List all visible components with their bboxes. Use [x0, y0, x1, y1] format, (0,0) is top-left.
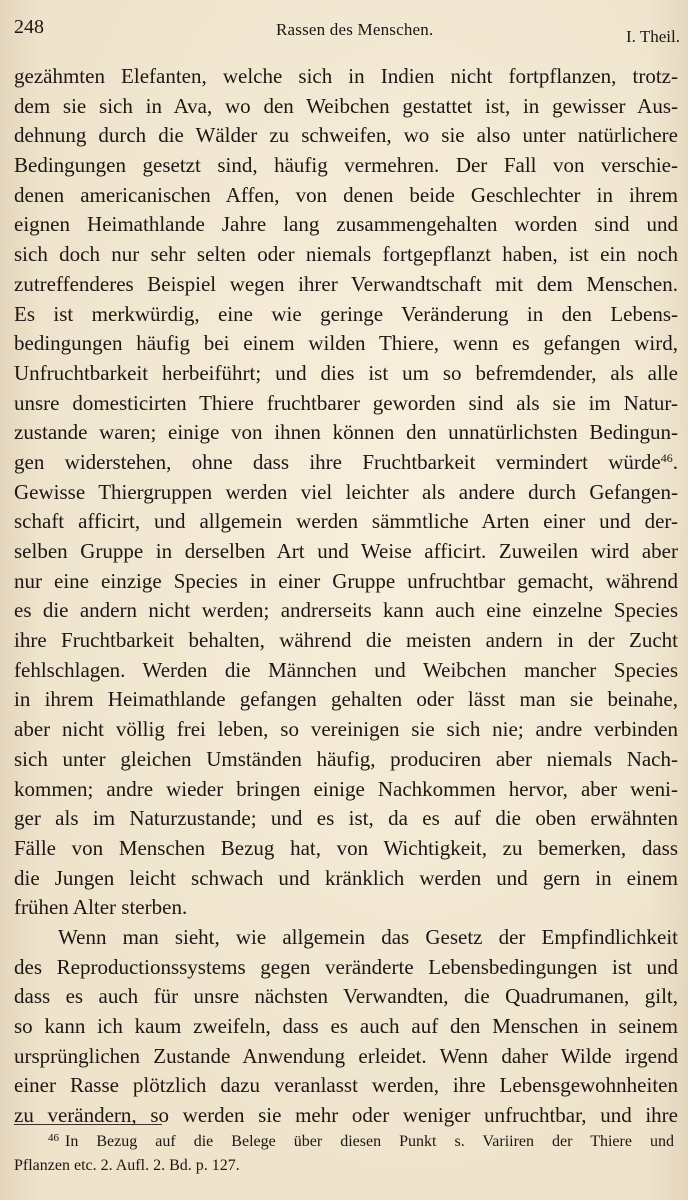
running-title: Rassen des Menschen.: [276, 20, 434, 39]
footnote: [14, 1130, 674, 1178]
text-line: unsre domesticirten Thiere fruchtbarer geworden sind als sie im Natur-: [14, 390, 678, 415]
text-line: in ihrem Heimathlande gefangen gehalten oder lässt man sie beinahe,: [14, 687, 678, 712]
text-line: Wenn man sieht, wie allgemein das Gesetz der Empfindlichkeit: [58, 924, 678, 949]
text-line: ger als im Naturzustande; und es ist, da es auf die oben erwähnten: [14, 806, 678, 831]
text-line: dem sie sich in Ava, wo den Weibchen gestattet ist, in gewisser Aus-: [14, 93, 678, 118]
text-line: zustande waren; einige von ihnen können den unnatürlichsten Bedingun-: [14, 420, 678, 445]
text-line: selben Gruppe in derselben Art und Weise afficirt. Zuweilen wird aber: [14, 539, 678, 563]
text-line: sich unter gleichen Umständen häufig, produciren aber niemals Nach-: [14, 746, 678, 771]
footnote-reference[interactable]: 46: [660, 450, 673, 465]
footnote-line: Pflanzen etc. 2. Aufl. 2. Bd. p. 127.: [14, 1157, 240, 1174]
text-line: schaft afficirt, und allgemein werden sämmtliche Arten einer und der-: [14, 509, 678, 534]
text-line-with-footnote-ref: gen widerstehen, ohne dass ihre Fruchtbarkeit vermindert würde$^{46}$.: [14, 449, 678, 474]
text-line-content: gen widerstehen, ohne dass ihre Fruchtbarkeit vermindert würde: [14, 449, 661, 474]
text-line: eignen Heimathlande Jahre lang zusammengehalten worden sind und: [14, 212, 678, 237]
text-line: ihre Fruchtbarkeit behalten, während die meisten andern in der Zucht: [14, 628, 678, 653]
text-line: die Jungen leicht schwach und kränklich werden und gern in einem: [14, 865, 678, 890]
text-line: gezähmten Elefanten, welche sich in Indien nicht fortpflanzen, trotz-: [14, 64, 678, 88]
page-number: 248: [14, 16, 44, 38]
text-line: ursprünglichen Zustande Anwendung erleidet. Wenn daher Wilde irgend: [14, 1043, 678, 1068]
text-line: Es ist merkwürdig, eine wie geringe Veränderung in den Lebens-: [14, 301, 678, 326]
text-line: bedingungen häufig bei einem wilden Thiere, wenn es gefangen wird,: [14, 331, 678, 356]
footnote-text: In Bezug auf die Belege über diesen Punkt s. Variiren der Thiere und: [65, 1133, 674, 1150]
text-line: zutreffenderes Beispiel wegen ihrer Verwandtschaft mit dem Menschen.: [14, 271, 678, 296]
text-line: einer Rasse plötzlich dazu veranlasst werden, ihre Lebensgewohnheiten: [14, 1073, 678, 1098]
text-line: Gewisse Thiergruppen werden viel leichter als andere durch Gefangen-: [14, 479, 678, 504]
part-label: I. Theil.: [626, 27, 680, 46]
text-line: dass es auch für unsre nächsten Verwandten, die Quadrumanen, gilt,: [14, 984, 678, 1009]
text-line: nur eine einzige Species in einer Gruppe unfruchtbar gemacht, während: [14, 568, 678, 593]
text-line: zu verändern, so werden sie mehr oder weniger unfruchtbar, und ihre: [14, 1103, 678, 1128]
paragraph: [14, 62, 678, 923]
footnote-line: [14, 1130, 674, 1154]
text-line: des Reproductionssystems gegen veränderte Lebensbedingungen ist und: [14, 954, 678, 979]
text-line: kommen; andre wieder bringen einige Nachkommen hervor, aber weni-: [14, 776, 678, 801]
paragraph: [14, 923, 678, 1131]
text-line: so kann ich kaum zweifeln, dass es auch auf den Menschen in seinem: [14, 1014, 678, 1038]
text-line: frühen Alter sterben.: [14, 895, 188, 920]
text-line: es die andern nicht werden; andrerseits kann auch eine einzelne Species: [14, 598, 678, 623]
text-line: Bedingungen gesetzt sind, häufig vermehren. Der Fall von verschie-: [14, 153, 678, 178]
footnote-divider: [14, 1124, 162, 1125]
text-line: Fälle von Menschen Bezug hat, von Wichtigkeit, zu bemerken, dass: [14, 835, 678, 860]
body-text: [14, 62, 678, 1131]
footnote-mark: 46: [48, 1132, 59, 1144]
text-line: Unfruchtbarkeit herbeiführt; und dies ist um so befremdender, als alle: [14, 360, 678, 385]
text-line: sich doch nur sehr selten oder niemals fortgepflanzt haben, ist ein noch: [14, 242, 678, 267]
text-line: fehlschlagen. Werden die Männchen und Weibchen mancher Species: [14, 657, 678, 682]
text-line: dehnung durch die Wälder zu schweifen, wo sie also unter natürlichere: [14, 123, 678, 148]
page-header: [14, 14, 680, 44]
text-line: denen americanischen Affen, von denen beide Geschlechter in ihrem: [14, 182, 678, 207]
text-line: aber nicht völlig frei leben, so vereinigen sie sich nie; andre verbinden: [14, 717, 678, 742]
